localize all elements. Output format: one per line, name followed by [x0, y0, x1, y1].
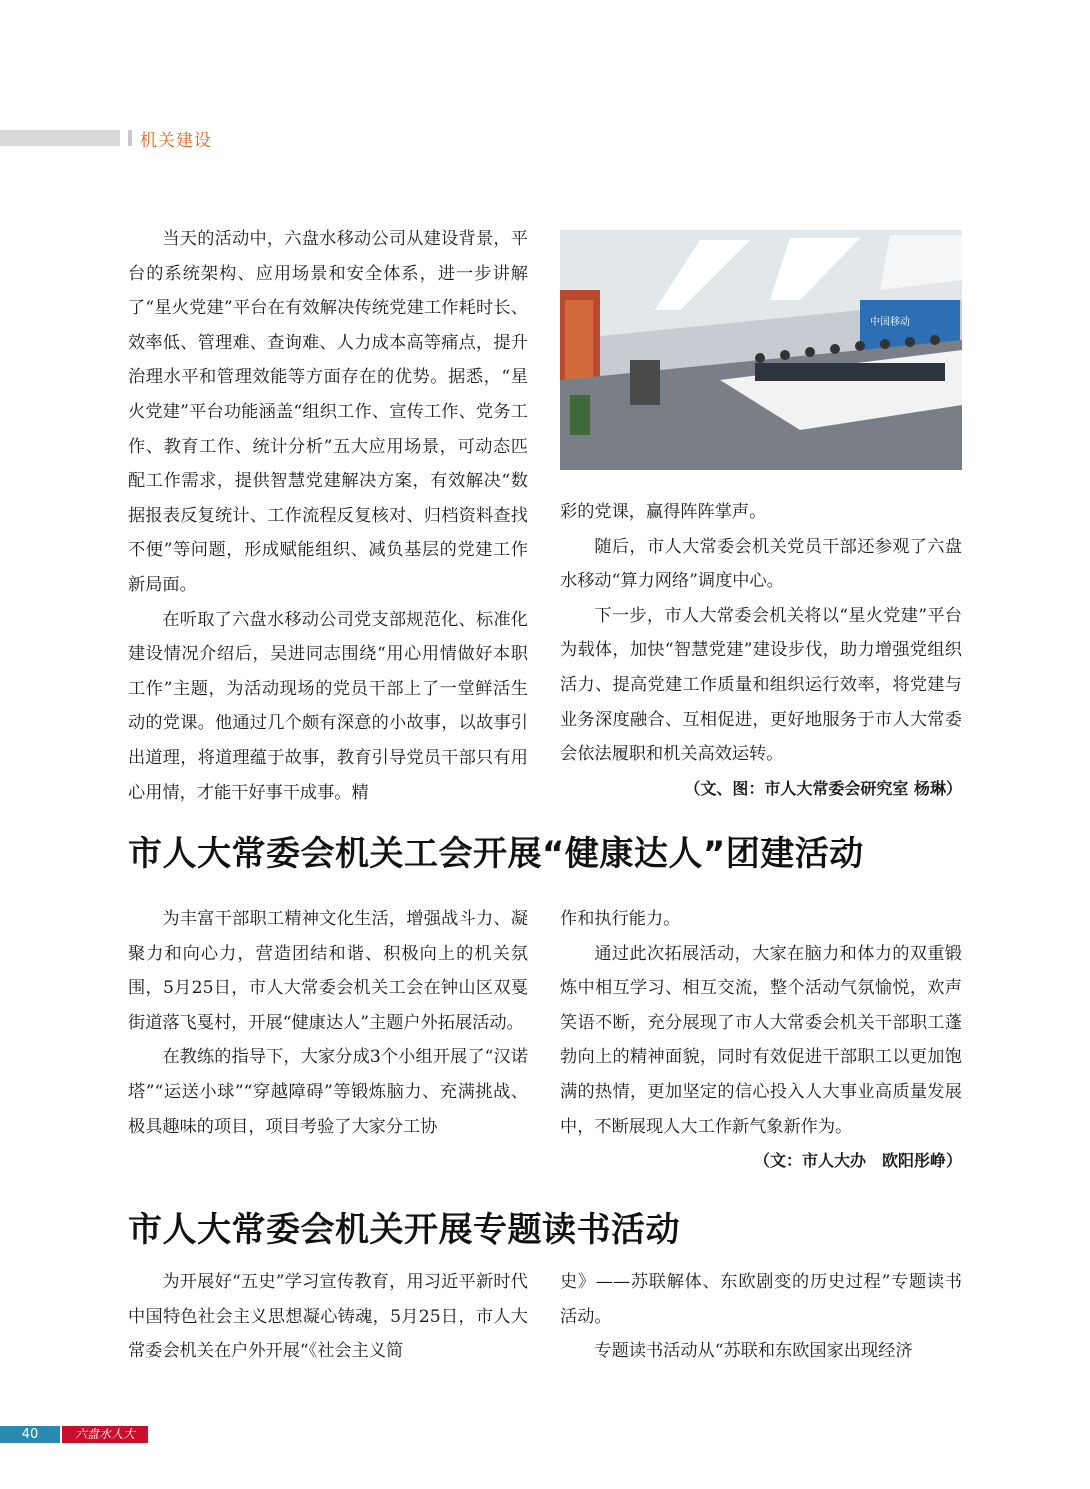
section-label: 机关建设	[140, 131, 212, 151]
article1-left-column	[128, 222, 528, 810]
page-number: 40	[0, 1426, 60, 1443]
article1-continuation: 彩的党课，赢得阵阵掌声。	[560, 502, 767, 522]
section-divider	[128, 130, 132, 146]
section-bar	[0, 130, 120, 146]
screen-logo-text: 中国移动	[870, 317, 910, 328]
article1-right-column	[560, 495, 962, 806]
article2-continuation: 作和执行能力。	[560, 909, 681, 929]
article1-paragraph: 在听取了六盘水移动公司党支部规范化、标准化建设情况介绍后，吴进同志围绕“用心用情做好本职工作”主题，为活动现场的党员干部上了一堂鲜活生动的党课。他通过几个颇有深意的小故事，以故事引出道理，将道理蕴于故事，教育引导党员干部只有用心用情，才能干好事干成事。精	[128, 609, 528, 803]
article3-left-column	[128, 1265, 528, 1369]
article2-title: 市人大常委会机关工会开展“健康达人”团建活动	[128, 834, 864, 874]
article3-continuation: 史》——苏联解体、东欧剧变的历史过程”专题读书活动。	[560, 1272, 962, 1327]
article1-credit: （文、图：市人大常委会研究室 杨琳）	[684, 778, 962, 798]
article1-paragraph: 当天的活动中，六盘水移动公司从建设背景，平台的系统架构、应用场景和安全体系，进一步讲解了“星火党建”平台在有效解决传统党建工作耗时长、效率低、管理难、查询难、人力成本高等痛点，提升治理水平和管理效能等方面存在的优势。据悉，“星火党建”平台功能涵盖“组织工作、宣传工作、党务工作、教育工作、统计分析”五大应用场景，可动态匹配工作需求，提供智慧党建解决方案，有效解决“数据报表反复统计、工作流程反复核对、归档资料查找不便”等问题，形成赋能组织、减负基层的党建工作新局面。	[128, 229, 528, 595]
article2-paragraph: 为丰富干部职工精神文化生活，增强战斗力、凝聚力和向心力，营造团结和谐、积极向上的机关氛围，5月25日，市人大常委会机关工会在钟山区双戛街道落飞戛村，开展“健康达人”主题户外拓展活动。	[128, 909, 528, 1033]
magazine-name: 六盘水人大	[62, 1426, 148, 1443]
article2-paragraph	[560, 937, 962, 1171]
article2-paragraph-text: 通过此次拓展活动，大家在脑力和体力的双重锻炼中相互学习、相互交流，整个活动气氛愉悦，欢声笑语不断，充分展现了市人大常委会机关干部职工蓬勃向上的精神面貌，同时有效促进干部职工以更加饱满的热情，更加坚定的信心投入人大事业高质量发展中，不断展现人大工作新气象新作为。	[560, 943, 962, 1137]
article2-paragraph: 在教练的指导下，大家分成3个小组开展了“汉诺塔”“运送小球”“穿越障碍”等锻炼脑力、充满挑战、极具趣味的项目，项目考验了大家分工协	[128, 1047, 528, 1137]
article3-paragraph: 为开展好“五史”学习宣传教育，用习近平新时代中国特色社会主义思想凝心铸魂，5月25日，市人大常委会机关在户外开展“《社会主义简	[128, 1272, 528, 1362]
article1-paragraph: 下一步，市人大常委会机关将以“星火党建”平台为载体，加快“智慧党建”建设步伐，助力增强党组织活力、提高党建工作质量和组织运行效率，将党建与业务深度融合、互相促进，更好地服务于市人大常委会依法履职和机关高效运转。	[560, 605, 962, 765]
article2-left-column	[128, 902, 528, 1144]
article2-credit: （文：市人大办 欧阳彤峥）	[753, 1151, 962, 1171]
meeting-photo	[560, 230, 962, 470]
article3-title: 市人大常委会机关开展专题读书活动	[128, 1210, 680, 1250]
article1-paragraph: 随后，市人大常委会机关党员干部还参观了六盘水移动“算力网络”调度中心。	[560, 536, 962, 592]
article3-paragraph: 专题读书活动从“苏联和东欧国家出现经济	[594, 1341, 913, 1362]
article2-right-column	[560, 902, 962, 1179]
article3-right-column	[560, 1265, 962, 1369]
